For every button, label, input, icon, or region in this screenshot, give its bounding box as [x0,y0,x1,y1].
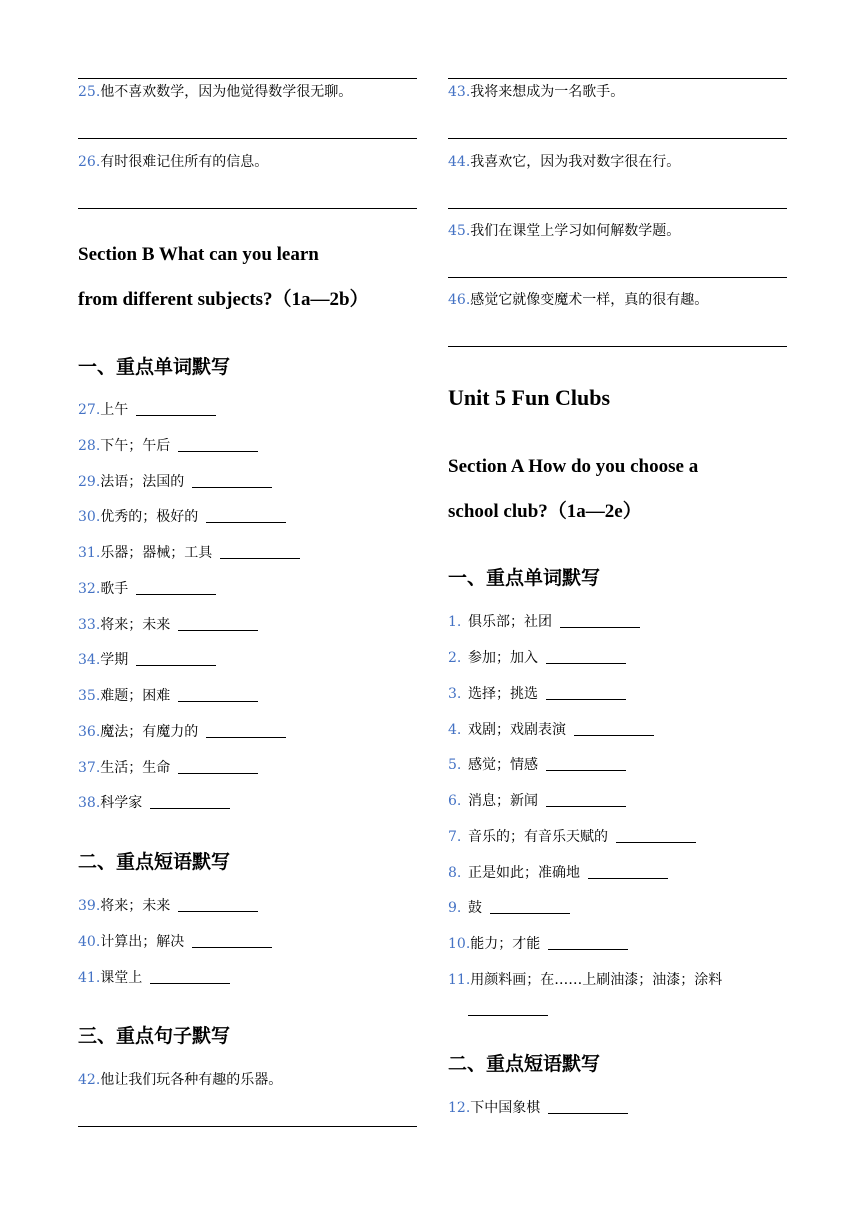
word-item-1: 1. 俱乐部；社团 [448,612,640,632]
word-item-10: 10.能力；才能 [448,934,628,954]
fill-blank[interactable] [178,687,258,702]
sentence-item-26: 26.有时很难记住所有的信息。 [78,154,269,170]
fill-blank[interactable] [206,723,286,738]
fill-blank[interactable] [192,933,272,948]
sentence-item-43: 43.我将来想成为一名歌手。 [448,84,625,100]
section-a-title-line2: school club?（1a—2e） [448,501,642,522]
fill-blank[interactable] [546,685,626,700]
section-a-title-line1: Section A How do you choose a [448,456,699,477]
unit-title: Unit 5 Fun Clubs [448,385,611,410]
word-item-34: 34.学期 [78,650,216,670]
word-item-31: 31.乐器；器械；工具 [78,543,300,563]
answer-line[interactable] [78,1126,417,1127]
fill-blank[interactable] [588,864,668,879]
fill-blank[interactable] [178,759,258,774]
word-item-27: 27.上午 [78,400,216,420]
fill-blank[interactable] [548,1099,628,1114]
fill-blank[interactable] [468,1001,548,1016]
answer-line[interactable] [448,346,787,347]
answer-line[interactable] [78,138,417,139]
word-item-2: 2. 参加；加入 [448,648,626,668]
word-item-38: 38.科学家 [78,793,230,813]
fill-blank[interactable] [136,401,216,416]
word-item-11: 11.用颜料画；在……上刷油漆；油漆；涂料 [448,972,723,988]
fill-blank[interactable] [178,616,258,631]
sentence-item-42: 42.他让我们玩各种有趣的乐器。 [78,1072,283,1088]
word-item-4: 4. 戏剧；戏剧表演 [448,720,654,740]
phrase-item-40: 40.计算出；解决 [78,932,272,952]
fill-blank[interactable] [178,437,258,452]
answer-line[interactable] [78,208,417,209]
section-b-title-line2: from different subjects?（1a—2b） [78,289,369,310]
heading-key-phrases: 二、重点短语默写 [448,1053,601,1075]
heading-key-words: 一、重点单词默写 [448,567,601,589]
fill-blank[interactable] [574,721,654,736]
fill-blank[interactable] [490,899,570,914]
section-b-title-line1: Section B What can you learn [78,244,319,265]
sentence-item-25: 25.他不喜欢数学，因为他觉得数学很无聊。 [78,84,353,100]
heading-key-sentences: 三、重点句子默写 [78,1025,231,1047]
word-item-33: 33.将来；未来 [78,615,258,635]
word-item-36: 36.魔法；有魔力的 [78,722,286,742]
fill-blank[interactable] [136,580,216,595]
fill-blank[interactable] [150,794,230,809]
answer-line[interactable] [448,208,787,209]
word-item-28: 28.下午；午后 [78,436,258,456]
fill-blank[interactable] [150,969,230,984]
fill-blank[interactable] [192,473,272,488]
word-item-37: 37.生活；生命 [78,758,258,778]
word-item-5: 5. 感觉；情感 [448,755,626,775]
fill-blank[interactable] [548,935,628,950]
heading-key-words: 一、重点单词默写 [78,356,231,378]
fill-blank[interactable] [220,544,300,559]
answer-line[interactable] [448,138,787,139]
fill-blank[interactable] [136,651,216,666]
fill-blank[interactable] [560,613,640,628]
word-item-32: 32.歌手 [78,579,216,599]
word-item-30: 30.优秀的；极好的 [78,507,286,527]
word-item-7: 7. 音乐的；有音乐天赋的 [448,827,696,847]
answer-line[interactable] [448,78,787,79]
phrase-item-12: 12.下中国象棋 [448,1098,628,1118]
sentence-item-44: 44.我喜欢它，因为我对数字很在行。 [448,154,681,170]
word-item-8: 8. 正是如此；准确地 [448,863,668,883]
word-item-9: 9. 鼓 [448,898,570,918]
fill-blank[interactable] [546,649,626,664]
word-item-29: 29.法语；法国的 [78,472,272,492]
fill-blank[interactable] [178,897,258,912]
phrase-item-41: 41.课堂上 [78,968,230,988]
heading-key-phrases: 二、重点短语默写 [78,851,231,873]
sentence-item-46: 46.感觉它就像变魔术一样，真的很有趣。 [448,292,709,308]
word-item-3: 3. 选择；挑选 [448,684,626,704]
fill-blank[interactable] [546,756,626,771]
fill-blank[interactable] [546,792,626,807]
word-item-6: 6. 消息；新闻 [448,791,626,811]
fill-blank[interactable] [206,508,286,523]
fill-blank[interactable] [616,828,696,843]
sentence-item-45: 45.我们在课堂上学习如何解数学题。 [448,223,681,239]
answer-line[interactable] [448,277,787,278]
word-item-35: 35.难题；困难 [78,686,258,706]
phrase-item-39: 39.将来；未来 [78,896,258,916]
answer-line [78,78,417,79]
word-item-11-blank-line [468,1000,548,1020]
